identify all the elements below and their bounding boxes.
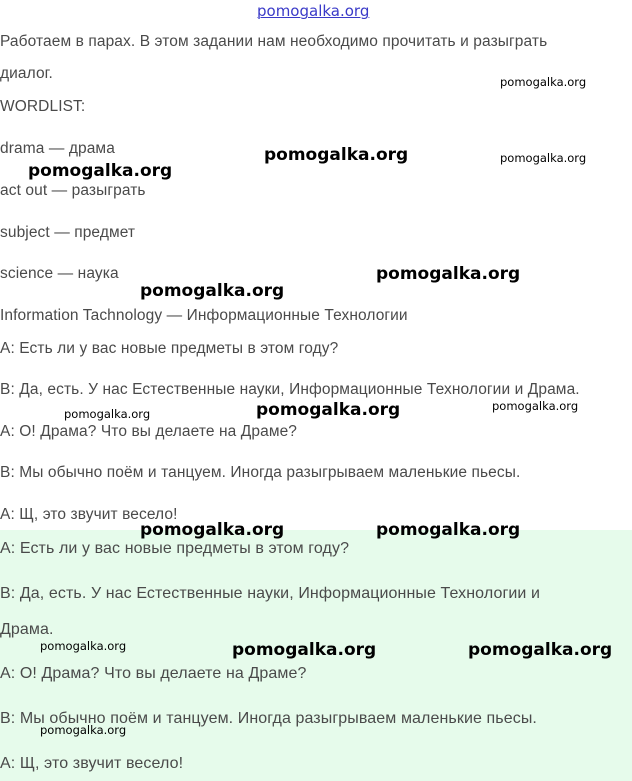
watermark: pomogalka.org xyxy=(28,161,173,181)
word-item: science — наука xyxy=(0,265,119,282)
watermark: pomogalka.org xyxy=(376,520,521,540)
watermark: pomogalka.org xyxy=(500,75,587,89)
dialogue-line: A: О! Драма? Что вы делаете на Драме? xyxy=(0,423,298,440)
watermark: pomogalka.org xyxy=(64,407,151,421)
watermark: pomogalka.org xyxy=(232,640,377,660)
wordlist-title: WORDLIST: xyxy=(0,98,86,115)
word-item: act out — разыграть xyxy=(0,182,146,199)
watermark: pomogalka.org xyxy=(40,723,127,737)
watermark: pomogalka.org xyxy=(140,281,285,301)
dialogue-line: A: Щ, это звучит весело! xyxy=(0,755,184,772)
word-item: subject — предмет xyxy=(0,224,136,241)
intro-line-2: диалог. xyxy=(0,65,53,82)
dialogue-line: A: О! Драма? Что вы делаете на Драме? xyxy=(0,665,307,682)
watermark: pomogalka.org xyxy=(500,151,587,165)
dialogue-line: B: Да, есть. У нас Естественные науки, Информационные Технологии и xyxy=(0,585,541,602)
watermark: pomogalka.org xyxy=(256,400,401,420)
watermark: pomogalka.org xyxy=(264,145,409,165)
intro-line-1: Работаем в парах. В этом задании нам необходимо прочитать и разыграть xyxy=(0,33,548,50)
watermark: pomogalka.org xyxy=(40,639,127,653)
dialogue-line: Драма. xyxy=(0,621,54,638)
dialogue-line: A: Есть ли у вас новые предметы в этом году? xyxy=(0,540,350,557)
watermark: pomogalka.org xyxy=(468,640,613,660)
dialogue-line: A: Щ, это звучит весело! xyxy=(0,506,178,523)
dialogue-line: B: Мы обычно поём и танцуем. Иногда разыгрываем маленькие пьесы. xyxy=(0,464,521,481)
word-item: drama — драма xyxy=(0,140,115,157)
dialogue-line: B: Да, есть. У нас Естественные науки, Информационные Технологии и Драма. xyxy=(0,381,580,398)
watermark: pomogalka.org xyxy=(140,520,285,540)
watermark: pomogalka.org xyxy=(492,399,579,413)
watermark: pomogalka.org xyxy=(376,264,521,284)
dialogue-line: B: Мы обычно поём и танцуем. Иногда разыгрываем маленькие пьесы. xyxy=(0,710,537,727)
word-item: Information Tachnology — Информационные Технологии xyxy=(0,307,408,324)
dialogue-line: A: Есть ли у вас новые предметы в этом году? xyxy=(0,340,339,357)
header-watermark-link[interactable]: pomogalka.org xyxy=(257,2,370,20)
